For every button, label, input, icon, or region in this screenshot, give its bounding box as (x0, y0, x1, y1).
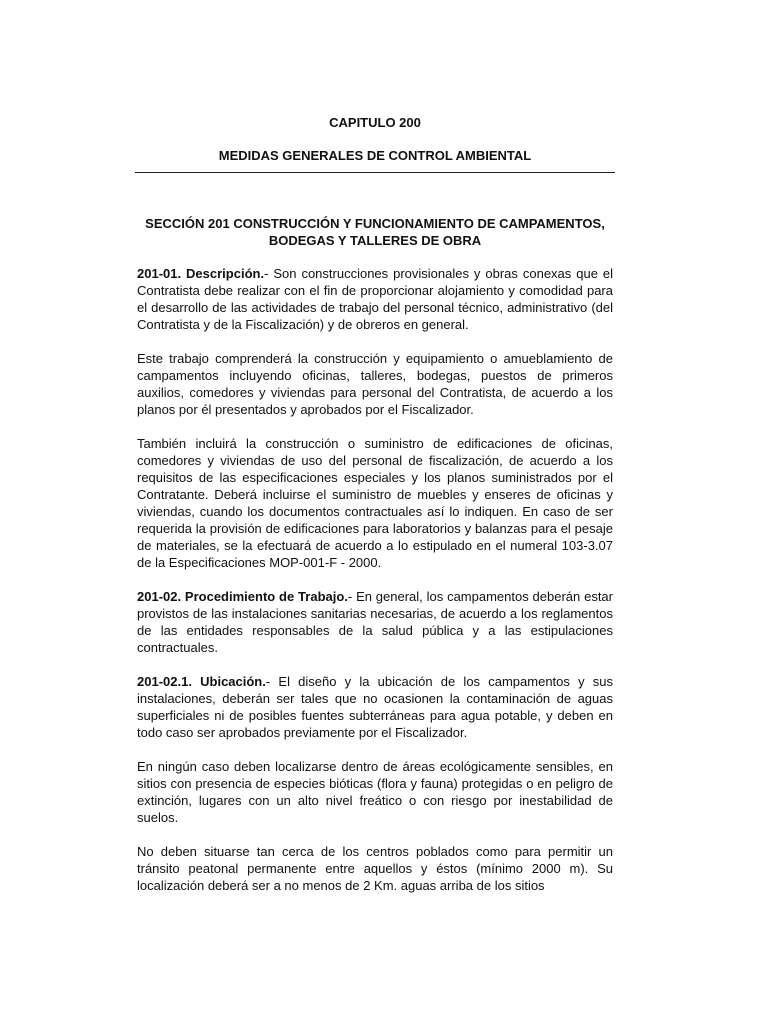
paragraph-heading: 201-02. Procedimiento de Trabajo. (137, 589, 348, 604)
paragraph-text: - El diseño y la ubicación de los campamentos y sus instalaciones, deberán ser tales que no ocasionen la contaminación de aguas superficiales ni de posibles fuentes subterráneas para agua potable, y deben en todo caso ser aprobados previamente por el Fiscalizador. (137, 674, 614, 740)
chapter-subtitle: MEDIDAS GENERALES DE CONTROL AMBIENTAL (218, 148, 532, 163)
paragraph-201-02 (137, 588, 613, 656)
section-heading-line-1: SECCIÓN 201 CONSTRUCCIÓN Y FUNCIONAMIENTO DE CAMPAMENTOS, (145, 216, 605, 231)
paragraph-201-02-1 (137, 673, 613, 741)
paragraph-text: No deben situarse tan cerca de los centros poblados como para permitir un tránsito peatonal permanente entre aquellos y éstos (mínimo 2000 m). Su localización deberá ser a no menos de 2 Km. aguas arriba de los sitios (137, 844, 613, 893)
section-heading-line-2: BODEGAS Y TALLERES DE OBRA (268, 233, 482, 248)
section-heading (137, 215, 613, 249)
paragraph-text: También incluirá la construcción o suministro de edificaciones de oficinas, comedores y viviendas de uso del personal de fiscalización, de acuerdo a los requisitos de las especificaciones especiales y los planos suministrados por el Contratante. Deberá incluirse el suministro de muebles y enseres de oficinas y viviendas, cuando los documentos contractuales así lo indiquen. En caso de ser requerida la provisión de edificaciones para laboratorios y balanzas para el pesaje de materiales, se la efectuará de acuerdo a lo estipulado en el numeral 103-3.07 de la Especificaciones MOP-001-F - 2000. (137, 436, 613, 570)
paragraph-scope (137, 350, 613, 418)
paragraph-text: Este trabajo comprenderá la construcción y equipamiento o amueblamiento de campamentos incluyendo oficinas, talleres, bodegas, puestos de primeros auxilios, comedores y viviendas para personal del Contratista, de acuerdo a los planos por él presentados y aprobados por el Fiscalizador. (137, 351, 613, 417)
paragraph-heading: 201-02.1. Ubicación. (137, 674, 266, 689)
paragraph-text: - Son construcciones provisionales y obras conexas que el Contratista debe realizar con el fin de proporcionar alojamiento y comodidad para el desarrollo de las actividades de trabajo del personal técnico, administrativo (del Contratista y de la Fiscalización) y de obreros en general. (137, 266, 613, 332)
document-body (137, 265, 613, 894)
paragraph-distance (137, 843, 613, 894)
chapter-title: CAPITULO 200 (329, 115, 421, 130)
paragraph-sensitive-areas (137, 758, 613, 826)
paragraph-heading: 201-01. Descripción. (137, 266, 265, 281)
paragraph-fiscalization-buildings (137, 435, 613, 571)
paragraph-text: - En general, los campamentos deberán estar provistos de las instalaciones sanitarias necesarias, de acuerdo a los reglamentos de las entidades responsables de la salud pública y a las estipulaciones contractuales. (137, 589, 613, 655)
paragraph-201-01 (137, 265, 613, 333)
title-divider (135, 172, 615, 173)
paragraph-text: En ningún caso deben localizarse dentro de áreas ecológicamente sensibles, en sitios con presencia de especies bióticas (flora y fauna) protegidas o en peligro de extinción, lugares con un alto nivel freático o con riesgo por inestabilidad de suelos. (137, 759, 613, 825)
